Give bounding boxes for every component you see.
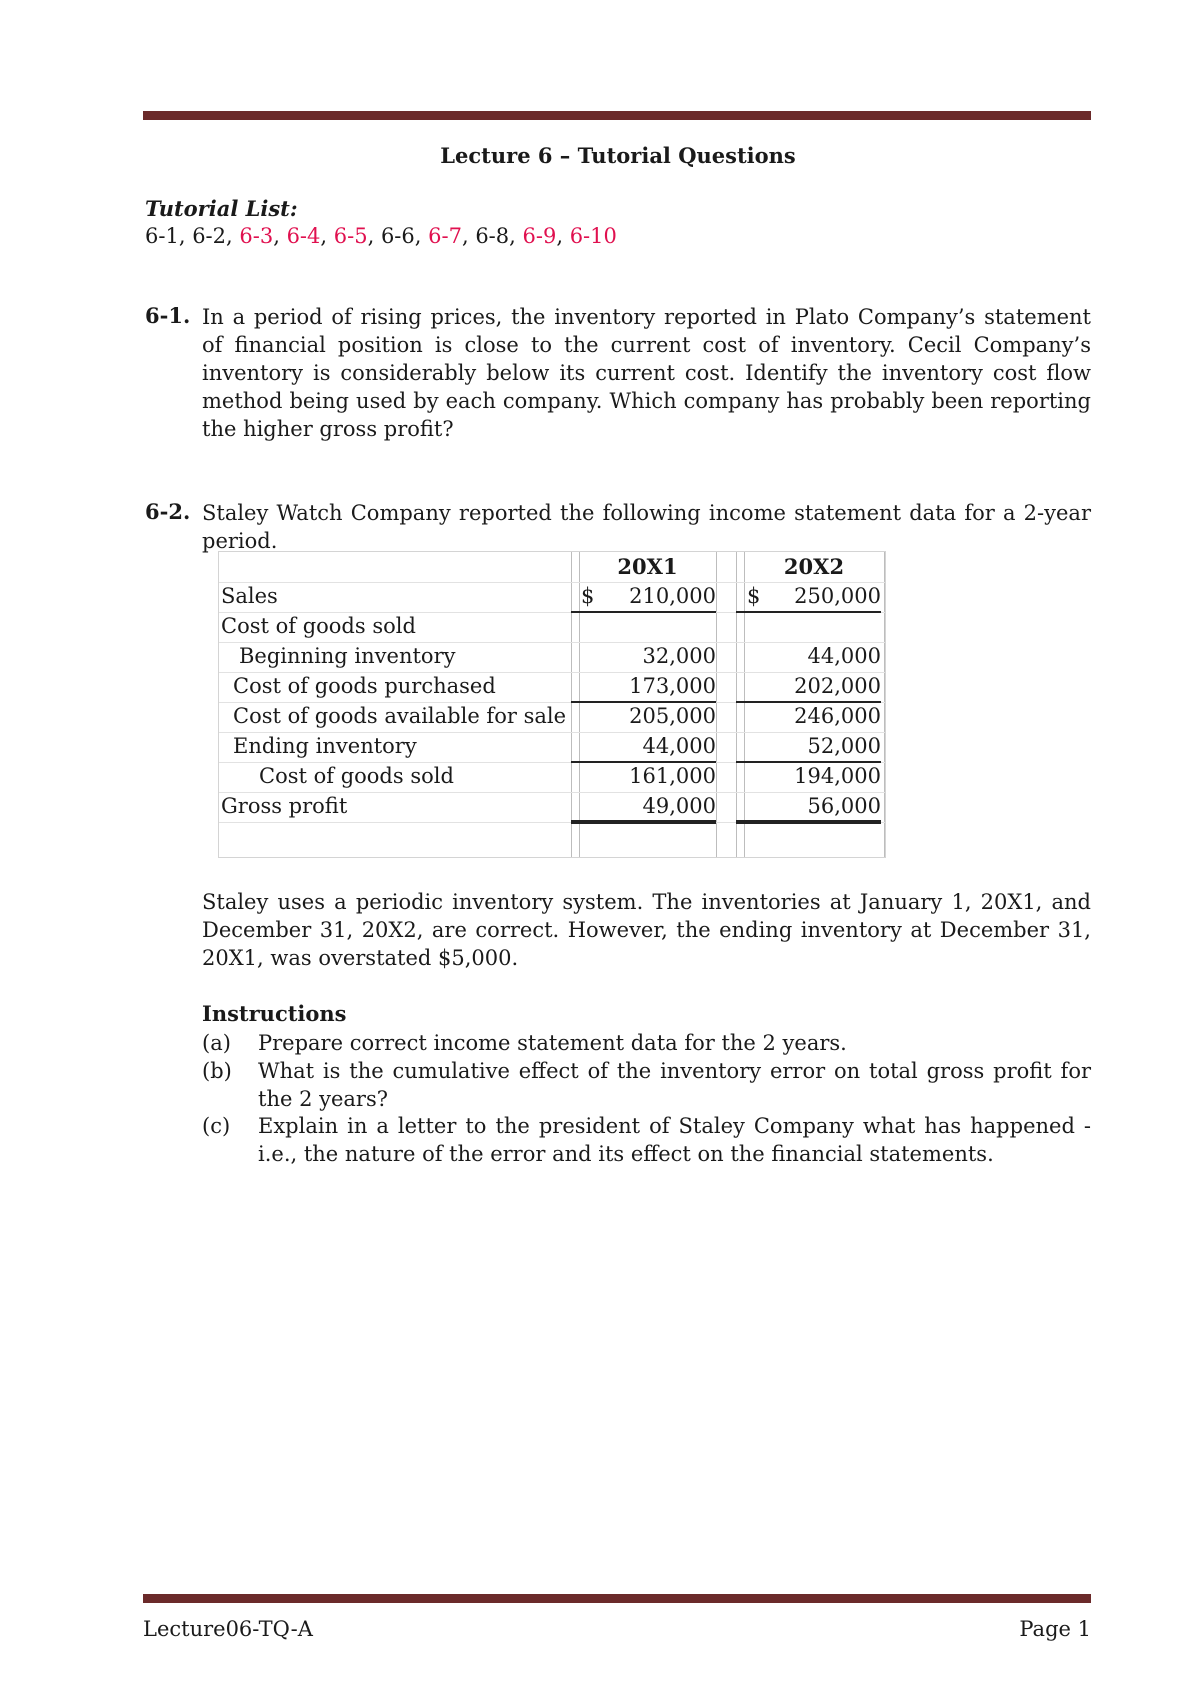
underline (736, 761, 881, 763)
instruction-letter: (c) (202, 1114, 231, 1138)
tutorial-item-highlighted: 6-7 (428, 224, 462, 248)
table-row (219, 762, 885, 793)
instruction-item (202, 1029, 1091, 1057)
instruction-item (202, 1057, 1091, 1113)
column-header: 20X2 (783, 554, 845, 579)
cell-value: 202,000 (794, 674, 881, 698)
table-row (219, 582, 885, 613)
cell-value: 44,000 (642, 734, 716, 758)
question-number: 6-2. (145, 499, 191, 524)
table-row (219, 792, 885, 823)
tutorial-item-highlighted: 6-5 (333, 224, 368, 248)
underline (736, 611, 881, 613)
table-row (219, 702, 885, 733)
instruction-item (202, 1112, 1091, 1168)
cell-value: 56,000 (807, 794, 881, 818)
table-row (219, 642, 885, 673)
question-text: In a period of rising prices, the inventory reported in Plato Company’s statement of financial position is close to the current cost of inventory. Cecil Company’s inventory is considerably below its current cost. Identify the inventory cost flow method being used by each company. Which company has probably been reporting the higher gross profit? (202, 305, 1091, 441)
instruction-letter: (b) (202, 1059, 232, 1083)
page-title: Lecture 6 – Tutorial Questions (440, 143, 796, 168)
cell-value: 161,000 (629, 764, 716, 788)
instruction-text: What is the cumulative effect of the inventory error on total gross profit for the 2 years? (258, 1059, 1091, 1111)
instruction-letter: (a) (202, 1031, 231, 1055)
currency-symbol: $ (747, 584, 761, 608)
tutorial-item: 6-6 (380, 224, 415, 248)
tutorial-item-highlighted: 6-10 (569, 224, 617, 248)
footer-rule (143, 1594, 1091, 1603)
underline (571, 701, 716, 703)
double-underline (736, 820, 881, 824)
question-text: Staley Watch Company reported the following income statement data for a 2-year period. (202, 501, 1091, 553)
row-label: Gross profit (221, 794, 348, 818)
question-number: 6-1. (145, 303, 191, 328)
table-row (219, 672, 885, 703)
underline (571, 611, 716, 613)
cell-value: 52,000 (807, 734, 881, 758)
row-label: Cost of goods sold (259, 764, 454, 788)
table-header-row (219, 552, 885, 583)
instruction-text: Explain in a letter to the president of Staley Company what has happened - i.e., the nature of the error and its effect on the financial statements. (258, 1114, 1091, 1166)
cell-value: 194,000 (794, 764, 881, 788)
cell-value: 205,000 (629, 704, 716, 728)
income-statement-table (218, 551, 886, 858)
tutorial-list-items: 6-1, 6-2, 6-3, 6-4, 6-5, 6-6, 6-7, 6-8, 6-9, 6-10 (145, 224, 617, 248)
currency-symbol: $ (581, 584, 595, 608)
cell-value: 246,000 (794, 704, 881, 728)
row-label: Cost of goods available for sale (233, 704, 567, 728)
row-label: Beginning inventory (239, 644, 456, 668)
cell-value: 49,000 (642, 794, 716, 818)
row-label: Ending inventory (233, 734, 417, 758)
table-row (219, 822, 885, 852)
tutorial-item: 6-2 (192, 224, 227, 248)
cell-value: 32,000 (642, 644, 716, 668)
tutorial-item: 6-8 (475, 224, 510, 248)
row-label: Cost of goods purchased (233, 674, 496, 698)
underline (571, 761, 716, 763)
tutorial-item-highlighted: 6-9 (522, 224, 557, 248)
row-label: Cost of goods sold (221, 614, 416, 638)
cell-value: 210,000 (629, 584, 716, 608)
cell-value: 250,000 (794, 584, 881, 608)
row-label: Sales (221, 584, 278, 608)
tutorial-item-highlighted: 6-4 (286, 224, 321, 248)
footer-page-number: Page 1 (1019, 1617, 1091, 1641)
double-underline (571, 820, 716, 824)
question-paragraph: Staley uses a periodic inventory system. The inventories at January 1, 20X1, and December 31, 20X2, are correct. However, the ending inventory at December 31, 20X1, was overstated $5,000. (202, 890, 1091, 970)
table-row (219, 612, 885, 643)
instruction-text: Prepare correct income statement data for the 2 years. (258, 1031, 847, 1055)
tutorial-item-highlighted: 6-3 (239, 224, 274, 248)
tutorial-list-label: Tutorial List: (145, 196, 298, 221)
header-rule (143, 111, 1091, 120)
footer-document-id: Lecture06-TQ-A (143, 1617, 313, 1641)
table-row (219, 732, 885, 763)
tutorial-item: 6-1 (145, 224, 179, 248)
instructions-heading: Instructions (202, 1001, 347, 1026)
column-header: 20X1 (617, 554, 678, 579)
cell-value: 173,000 (629, 674, 716, 698)
cell-value: 44,000 (807, 644, 881, 668)
underline (736, 701, 881, 703)
